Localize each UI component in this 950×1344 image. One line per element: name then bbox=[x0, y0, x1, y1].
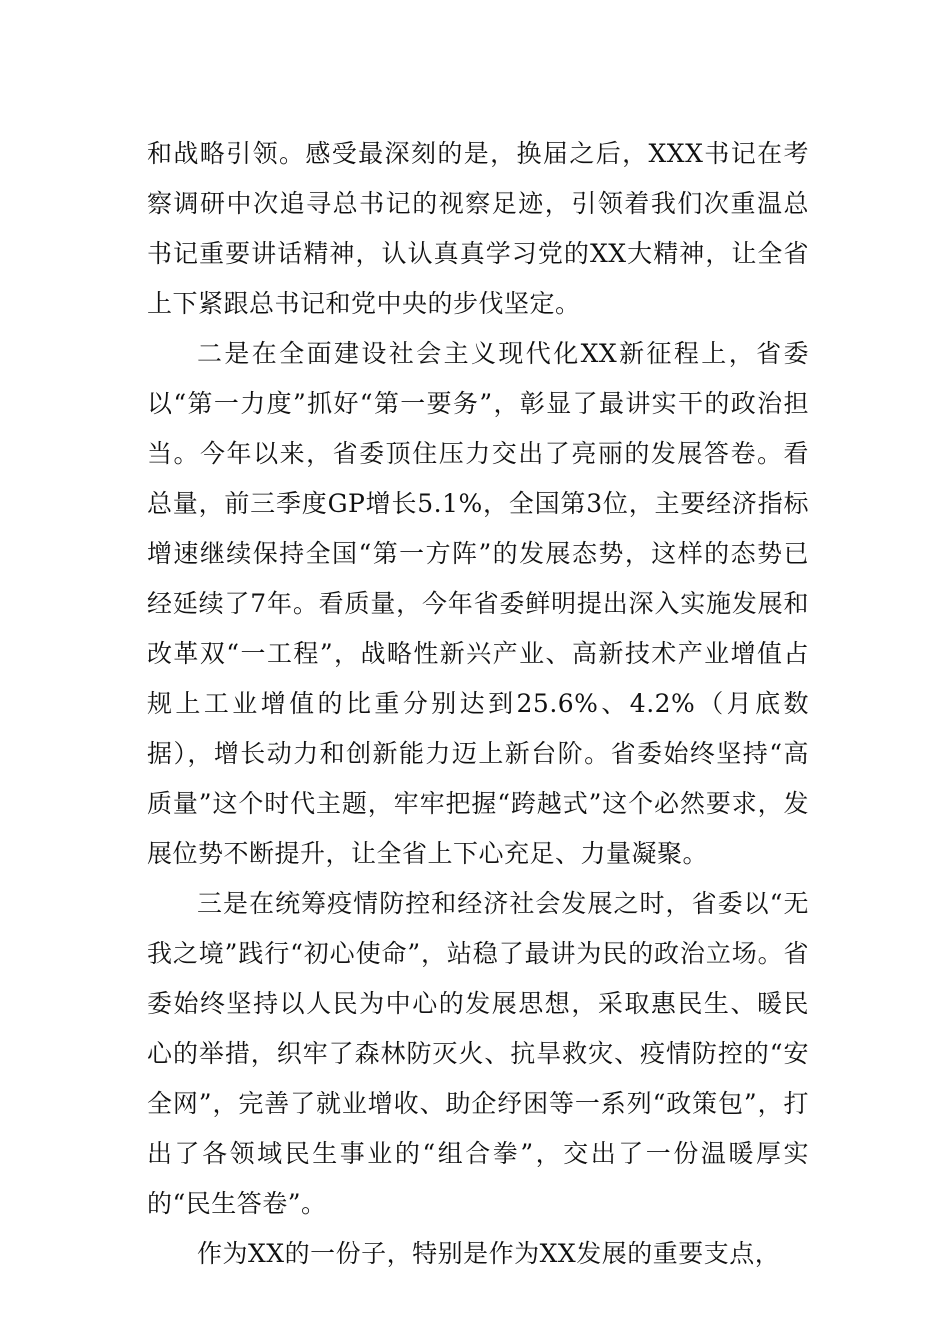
paragraph-point-three: 三是在统筹疫情防控和经济社会发展之时，省委以“无我之境”践行“初心使命”，站稳了最讲为民的政治立场。省委始终坚持以人民为中心的发展思想，采取惠民生、暖民心的举措，织牢了森林防灭火、抗旱救灾、疫情防控的“安全网”，完善了就业增收、助企纾困等一系列“政策包”，打出了各领域民生事业的“组合拳”，交出了一份温暖厚实的“民生答卷”。 bbox=[147, 889, 809, 1218]
paragraph-closing: 作为XX的一份子，特别是作为XX发展的重要支点， bbox=[197, 1239, 781, 1268]
paragraph-continuation: 和战略引领。感受最深刻的是，换届之后，XXX书记在考察调研中次追寻总书记的视察足迹，引领着我们次重温总书记重要讲话精神，认认真真学习党的XX大精神，让全省上下紧跟总书记和党中央的步伐坚定。 bbox=[147, 139, 809, 318]
document-body bbox=[147, 129, 809, 1279]
paragraph-point-two: 二是在全面建设社会主义现代化XX新征程上，省委以“第一力度”抓好“第一要务”，彰显了最讲实干的政治担当。今年以来，省委顶住压力交出了亮丽的发展答卷。看总量，前三季度GP增长5.1%，全国第3位，主要经济指标增速继续保持全国“第一方阵”的发展态势，这样的态势已经延续了7年。看质量，今年省委鲜明提出深入实施发展和改革双“一工程”，战略性新兴产业、高新技术产业增值占规上工业增值的比重分别达到25.6%、4.2%（月底数据），增长动力和创新能力迈上新台阶。省委始终坚持“高质量”这个时代主题，牢牢把握“跨越式”这个必然要求，发展位势不断提升，让全省上下心充足、力量凝聚。 bbox=[147, 339, 809, 868]
